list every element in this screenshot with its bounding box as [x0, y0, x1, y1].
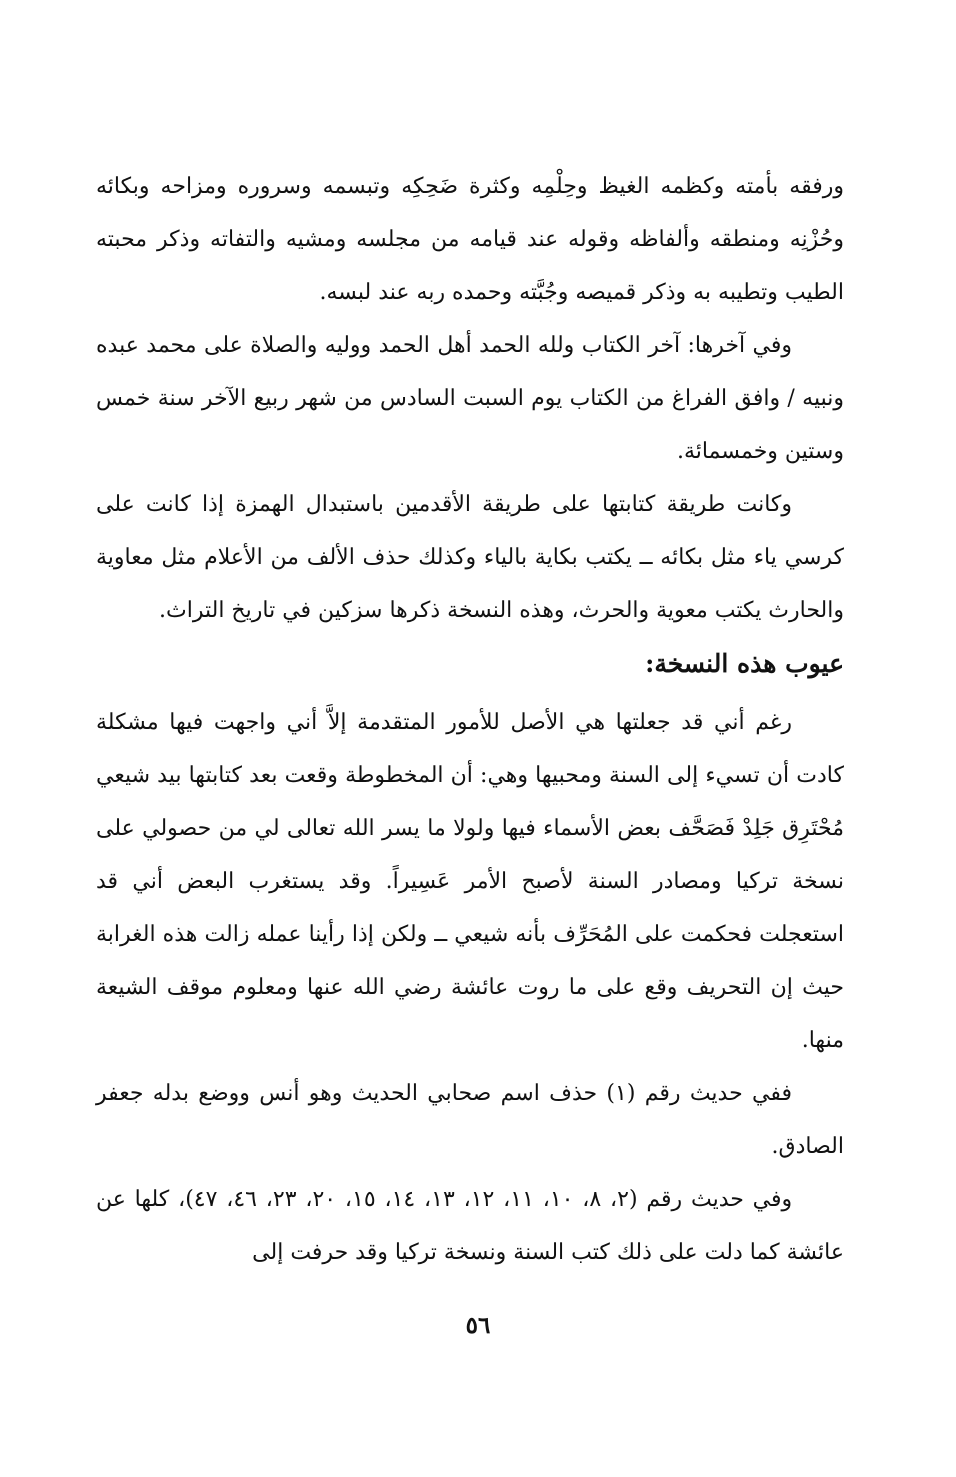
paragraph-hadith-one: ففي حديث رقم (١) حذف اسم صحابي الحديث وهو أنس ووضع بدله جعفر الصادق.	[96, 1081, 844, 1159]
page-number: ٥٦	[465, 1312, 491, 1339]
section-heading: عيوب هذه النسخة:	[645, 649, 844, 678]
paragraph-defects: رغم أني قد جعلتها هي الأصل للأمور المتقدمة إلاَّ أني واجهت فيها مشكلة كادت أن تسيء إلى السنة ومحبيها وهي: أن المخطوطة وقعت بعد كتابتها بيد شيعي مُحْتَرِق جَلِدْ فَصَحَّف بعض الأسماء فيها ولولا ما يسر الله تعالى لي من حصولي على نسخة تركيا ومصادر السنة لأصبح الأمر عَسِيراً. وقد يستغرب البعض أني قد استعجلت فحكمت على المُحَرِّف بأنه شيعي ــ ولكن إذا رأينا عمله زالت هذه الغرابة حيث إن التحريف وقع على ما روت عائشة رضي الله عنها ومعلوم موقف الشيعة منها.	[96, 710, 844, 1053]
paragraph-hadith-list: وفي حديث رقم (٢، ٨، ١٠، ١١، ١٢، ١٣، ١٤، ١٥، ٢٠، ٢٣، ٤٦، ٤٧)، كلها عن عائشة كما دلت على ذلك كتب السنة ونسخة تركيا وقد حرفت إلى	[96, 1187, 844, 1265]
paragraph-description-continued: ورفقه بأمته وكظمه الغيظ وحِلْمِه وكثرة ضَحِكِه وتبسمه وسروره ومزاحه وبكائه وحُزْنِه ومنطقه وألفاظه وقوله عند قيامه من مجلسه ومشيه والتفاته وذكر محبته الطيب وتطيبه به وذكر قميصه وجُبَّته وحمده ربه عند لبسه.	[96, 174, 844, 305]
page-body	[96, 160, 844, 1279]
paragraph-writing-style: وكانت طريقة كتابتها على طريقة الأقدمين باستبدال الهمزة إذا كانت على كرسي ياء مثل بكائه ــ يكتب بكاية بالياء وكذلك حذف الألف من الأعلام مثل معاوية والحارث يكتب معوية والحرث، وهذه النسخة ذكرها سزكين في تاريخ التراث.	[96, 492, 844, 623]
paragraph-colophon: وفي آخرها: آخر الكتاب ولله الحمد أهل الحمد ووليه والصلاة على محمد عبده ونبيه / وافق الفراغ من الكتاب يوم السبت السادس من شهر ربيع الآخر سنة خمس وستين وخمسمائة.	[96, 333, 844, 464]
